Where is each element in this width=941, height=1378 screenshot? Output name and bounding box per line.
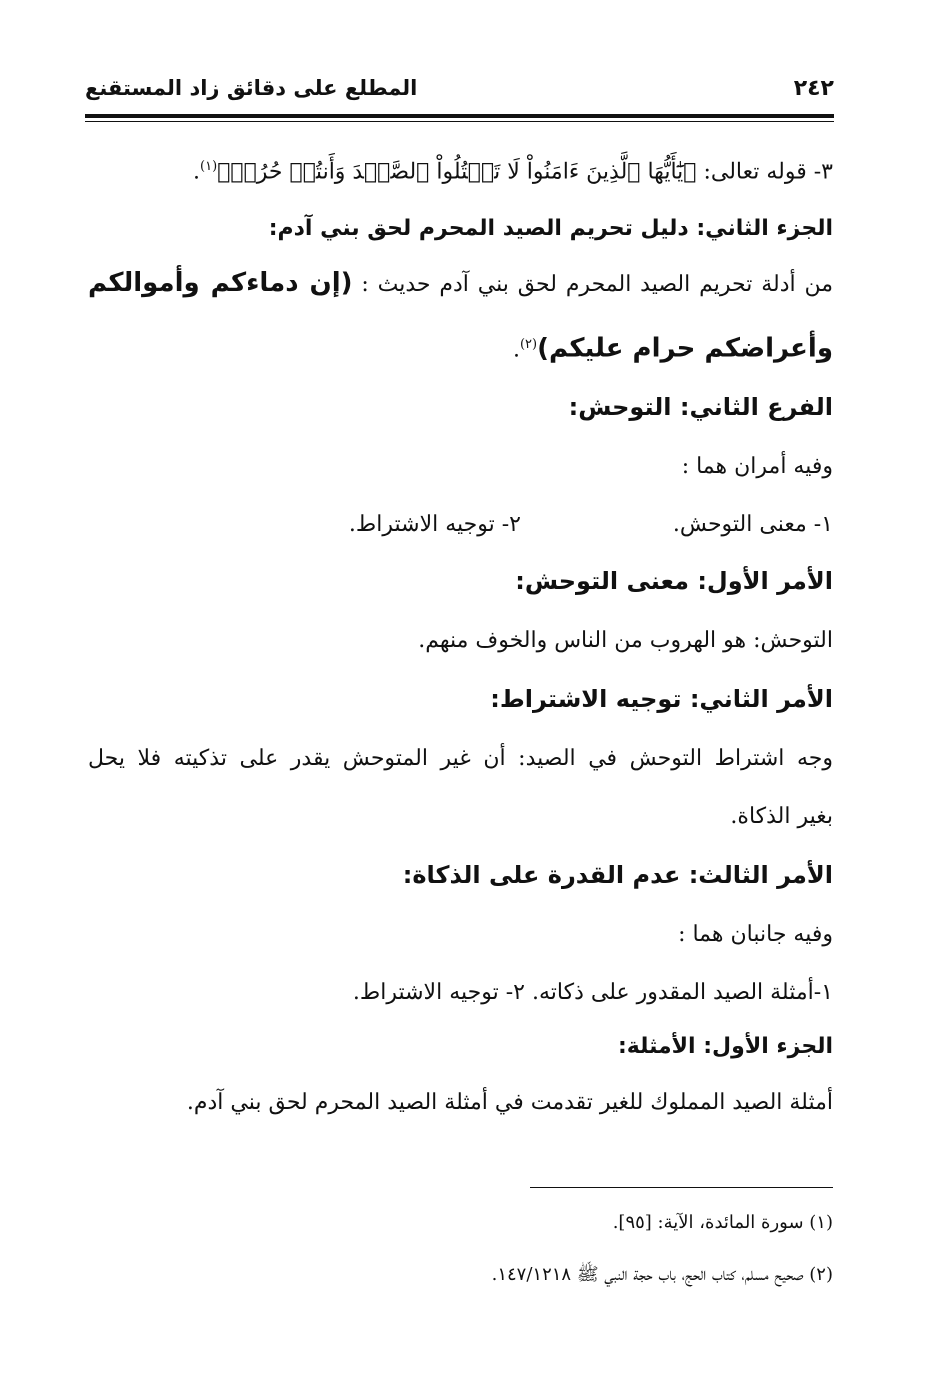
footnote-ref-2: (٢) xyxy=(519,337,538,352)
verse-intro: ٣- قوله تعالى: xyxy=(696,159,833,185)
intro-two-aspects: وفيه جانبان هما : xyxy=(678,922,833,947)
footnote-ref-1: (١) xyxy=(200,159,218,174)
section-heading-part-two: الجزء الثاني: دليل تحريم الصيد المحرم لحق بني آدم: xyxy=(268,216,833,241)
running-title: المطلع على دقائق زاد المستقنع xyxy=(85,76,418,100)
page-number: ٢٤٢ xyxy=(793,76,834,101)
line-end-dot: . xyxy=(193,159,201,185)
footnote-separator xyxy=(530,1187,833,1188)
definition-line: التوحش: هو الهروب من الناس والخوف منهم. xyxy=(418,628,833,653)
heading-third-matter: الأمر الثالث: عدم القدرة على الذكاة: xyxy=(402,861,833,889)
header-rule-thin xyxy=(85,121,834,122)
footnote-1: (١) سورة المائدة، الآية: [٩٥]. xyxy=(612,1212,833,1233)
footnote-2: (٢) صحيح مسلم، كتاب الحج، باب حجة النبي ﷺ ١٤٧/١٢١٨. xyxy=(491,1264,833,1285)
list-item-1: ١- معنى التوحش. xyxy=(672,512,833,537)
line-end-dot: . xyxy=(512,337,520,363)
header-rule-thick xyxy=(85,114,834,118)
body-line-1 xyxy=(193,152,833,187)
body-line-4 xyxy=(513,330,833,365)
intro-two-matters: وفيه أمران هما : xyxy=(681,454,833,479)
heading-part-one-examples: الجزء الأول: الأمثلة: xyxy=(617,1034,833,1059)
heading-second-matter: الأمر الثاني: توجيه الاشتراط: xyxy=(490,685,833,713)
hadith-text-end: وأعراضكم حرام عليكم) xyxy=(537,333,833,364)
body-line-12: بغير الذكاة. xyxy=(730,804,833,829)
body-line-3 xyxy=(88,268,833,300)
hadith-text-start: (إن دماءكم وأموالكم xyxy=(88,268,353,298)
body-line-17: أمثلة الصيد المملوك للغير تقدمت في أمثلة الصيد المحرم لحق بني آدم. xyxy=(186,1090,833,1115)
list-line-aspects: ١-أمثلة الصيد المقدور على ذكاته. ٢- توجيه الاشتراط. xyxy=(352,980,833,1005)
quran-verse: ﴿يَٰٓأَيُّهَا ٱلَّذِينَ ءَامَنُواْ لَا تَقۡتُلُواْ ٱلصَّيۡدَ وَأَنتُمۡ حُرُمٞ﴾ xyxy=(217,159,697,185)
page-header xyxy=(85,74,834,110)
body-line-11: وجه اشتراط التوحش في الصيد: أن غير المتوحش يقدر على تذكيته فلا يحل xyxy=(88,746,833,771)
list-item-2: ٢- توجيه الاشتراط. xyxy=(348,512,521,537)
heading-branch-two: الفرع الثاني: التوحش: xyxy=(568,393,833,421)
heading-first-matter: الأمر الأول: معنى التوحش: xyxy=(515,567,833,595)
evidence-text: من أدلة تحريم الصيد المحرم لحق بني آدم حديث : xyxy=(352,272,833,297)
